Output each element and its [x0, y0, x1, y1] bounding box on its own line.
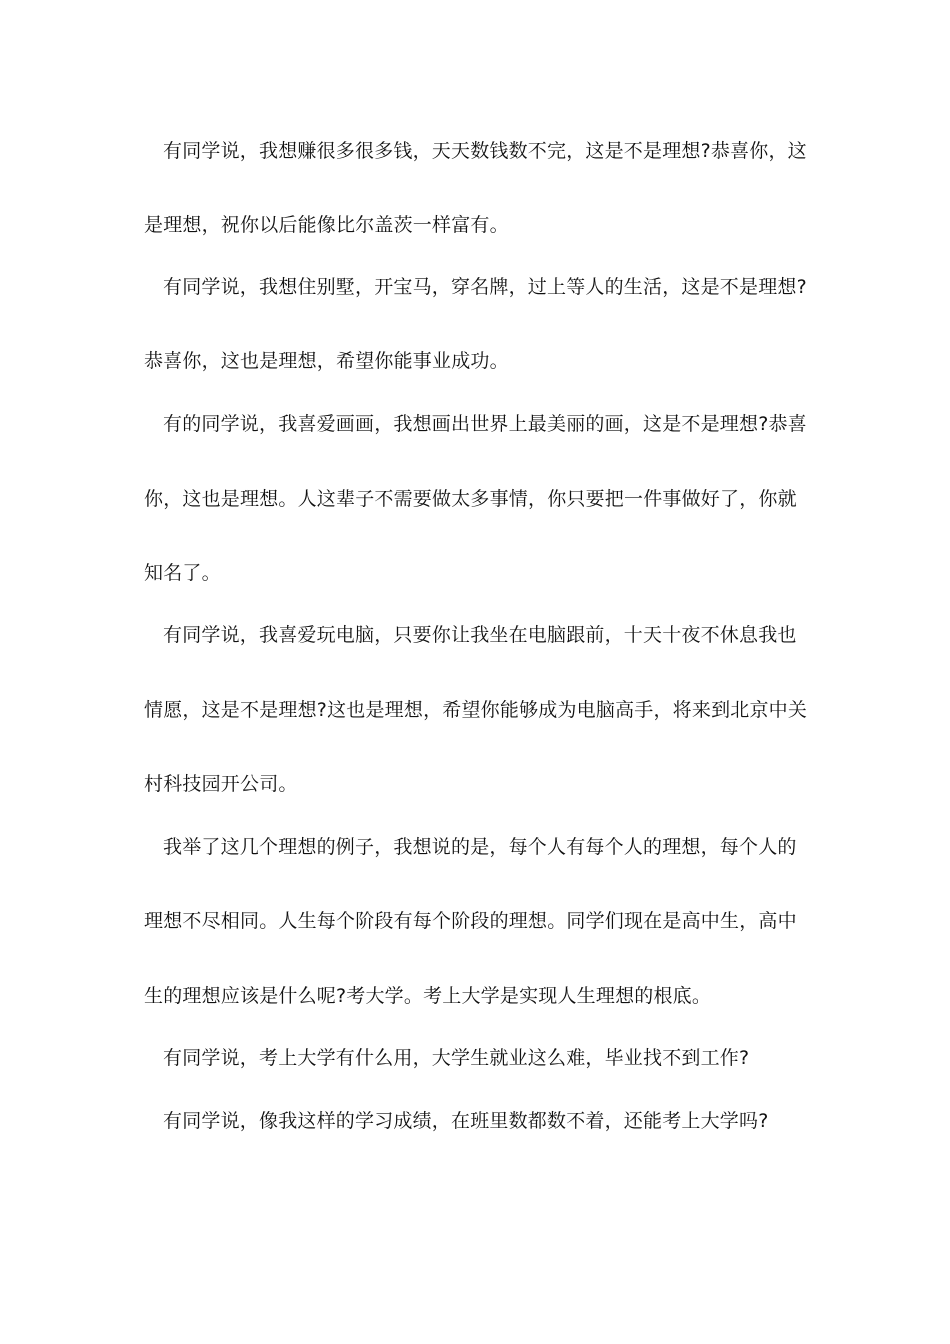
paragraph-line: 恭喜你，这也是理想，希望你能事业成功。	[144, 350, 509, 372]
paragraph-line: 有同学说，我喜爱玩电脑，只要你让我坐在电脑跟前，十天十夜不休息我也	[163, 624, 797, 646]
paragraph-line: 有同学说，像我这样的学习成绩，在班里数都数不着，还能考上大学吗?	[163, 1110, 769, 1132]
paragraph-line: 知名了。	[144, 562, 221, 584]
paragraph-line: 村科技园开公司。	[144, 773, 298, 795]
paragraph-line: 情愿，这是不是理想?这也是理想，希望你能够成为电脑高手，将来到北京中关	[144, 699, 808, 721]
paragraph-line: 我举了这几个理想的例子，我想说的是，每个人有每个人的理想，每个人的	[163, 836, 797, 858]
paragraph-line: 有的同学说，我喜爱画画，我想画出世界上最美丽的画，这是不是理想?恭喜	[163, 413, 807, 435]
paragraph-line: 有同学说，我想赚很多很多钱，天天数钱数不完，这是不是理想?恭喜你，这	[163, 140, 807, 162]
paragraph-line: 理想不尽相同。人生每个阶段有每个阶段的理想。同学们现在是高中生，高中	[144, 910, 797, 932]
paragraph-line: 有同学说，我想住别墅，开宝马，穿名牌，过上等人的生活，这是不是理想?	[163, 276, 807, 298]
paragraph-line: 有同学说，考上大学有什么用，大学生就业这么难，毕业找不到工作?	[163, 1047, 750, 1069]
paragraph-line: 是理想，祝你以后能像比尔盖茨一样富有。	[144, 214, 509, 236]
paragraph-line: 生的理想应该是什么呢?考大学。考上大学是实现人生理想的根底。	[144, 985, 712, 1007]
paragraph-line: 你，这也是理想。人这辈子不需要做太多事情，你只要把一件事做好了，你就	[144, 488, 797, 510]
